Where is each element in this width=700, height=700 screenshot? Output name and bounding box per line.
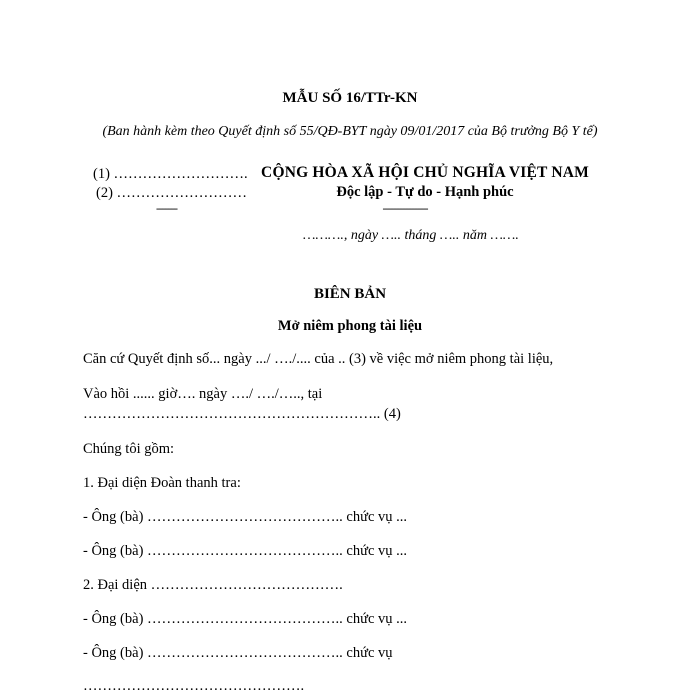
national-motto: Độc lập - Tự do - Hạnh phúc	[336, 184, 514, 200]
agency-rule: -------	[156, 201, 177, 215]
body-line-location: …………………………………………………….. (4)	[83, 406, 401, 422]
agency-line-2: (2) ………………………	[96, 185, 248, 201]
body-line-legal-basis: Căn cứ Quyết định số... ngày .../ …./.... của .. (3) về việc mở niêm phong tài liệu,	[83, 351, 554, 367]
document-title: BIÊN BẢN	[313, 286, 387, 302]
motto-rule: ---------------	[382, 201, 428, 215]
agency-line-1: (1) ……………………….	[93, 166, 248, 182]
nation-heading: CỘNG HÒA XÃ HỘI CHỦ NGHĨA VIỆT NAM	[261, 164, 589, 181]
body-line-member-2: - Ông (bà) ………………………………….. chức vụ ...	[83, 543, 407, 559]
body-line-member-3: - Ông (bà) ………………………………….. chức vụ ...	[83, 611, 407, 627]
body-line-section-2: 2. Đại diện ………………………………….	[83, 577, 343, 593]
body-line-member-4: - Ông (bà) ………………………………….. chức vụ	[83, 645, 393, 661]
issuance-note: (Ban hành kèm theo Quyết định số 55/QĐ-BYT ngày 09/01/2017 của Bộ trưởng Bộ Y tế)	[102, 124, 598, 139]
body-line-member-1: - Ông (bà) ………………………………….. chức vụ ...	[83, 509, 407, 525]
body-line-continuation: ……………………………………….	[83, 678, 305, 694]
form-code: MẪU SỐ 16/TTr-KN	[282, 90, 418, 106]
body-line-members-intro: Chúng tôi gồm:	[83, 441, 175, 457]
body-line-section-1: 1. Đại diện Đoàn thanh tra:	[83, 475, 241, 491]
document-subtitle: Mở niêm phong tài liệu	[277, 318, 423, 334]
dateline: ………., ngày ….. tháng ….. năm …….	[303, 228, 519, 243]
body-line-time-place: Vào hồi ...... giờ…. ngày …./ …./….., tại	[83, 386, 323, 402]
